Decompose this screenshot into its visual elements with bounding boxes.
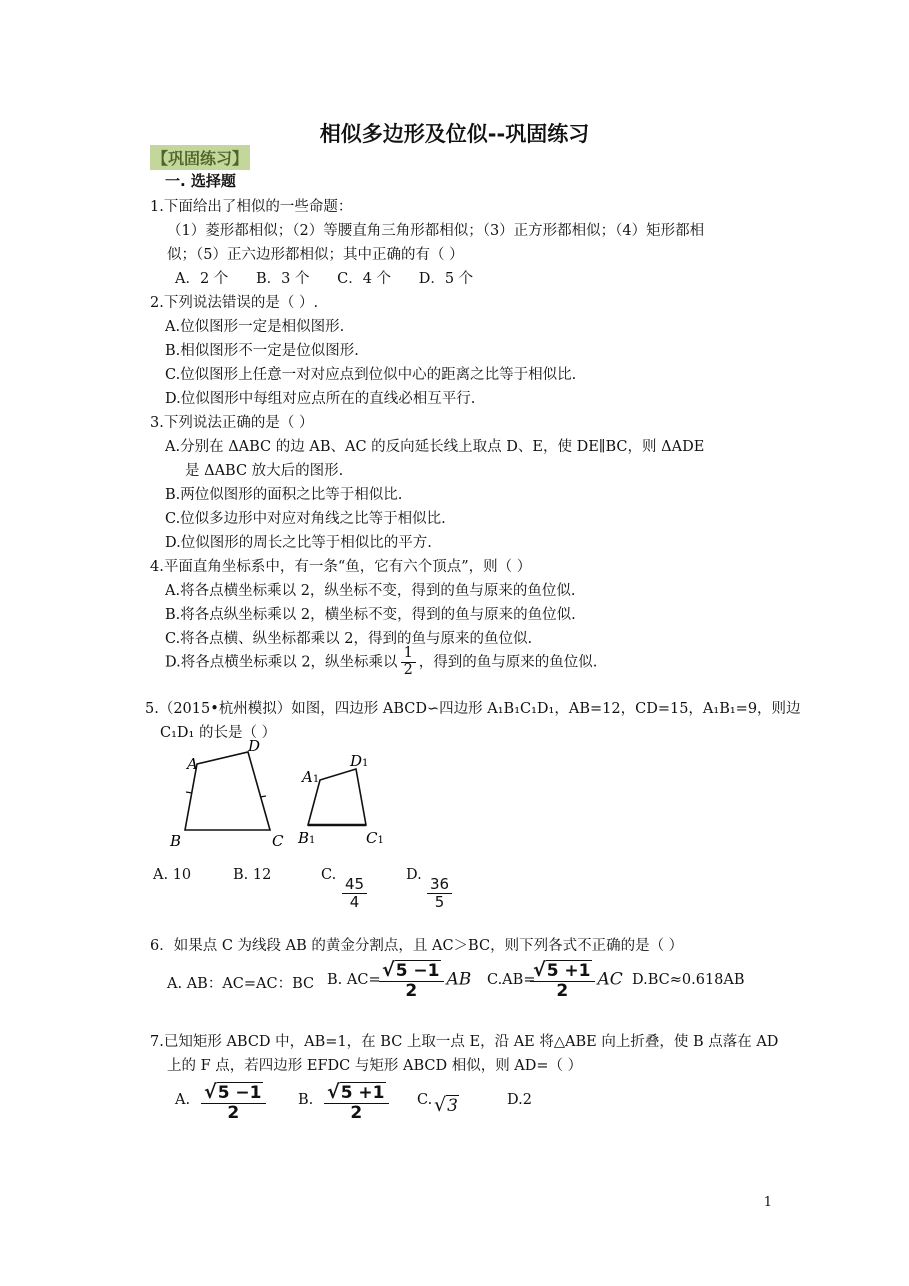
- q6-b-expression: $\frac{√5 -1}{2}$ AB: [376, 960, 471, 1001]
- q5-option-a: A. 10: [153, 867, 192, 883]
- q3-option-a-line1: A.分别在 ΔABC 的边 AB、AC 的反向延长线上取点 D、E，使 DE∥BC，则 ΔADE: [165, 439, 705, 455]
- q5-line1: 5.（2015•杭州模拟）如图，四边形 ABCD∽四边形 A₁B₁C₁D₁，AB=12，CD=15，A₁B₁=9，则边: [145, 701, 801, 717]
- fraction-denominator: 2: [227, 1102, 240, 1123]
- vertex-label-d: D: [248, 737, 261, 755]
- fraction-denominator: 2: [405, 980, 418, 1001]
- q1-options: A．2 个 B．3 个 C．4 个 D．5 个: [175, 271, 474, 287]
- vertex-label-c1: C1: [366, 829, 384, 847]
- q7-option-c: C.: [417, 1092, 433, 1108]
- q2-option-a: A.位似图形一定是相似图形.: [165, 319, 345, 335]
- vertex-label-d1: D1: [350, 752, 369, 770]
- q7-option-d: D.2: [507, 1092, 532, 1108]
- q1-line2: （1）菱形都相似；（2）等腰直角三角形都相似；（3）正方形都相似；（4）矩形都相: [167, 223, 705, 239]
- q4-d-suffix: ，得到的鱼与原来的鱼位似.: [418, 654, 598, 671]
- vertex-label-c: C: [272, 832, 284, 850]
- q4-d-fraction: [401, 646, 416, 679]
- q4-option-a: A.将各点横坐标乘以 2，纵坐标不变，得到的鱼与原来的鱼位似.: [165, 583, 576, 599]
- q2-option-d: D.位似图形中每组对应点所在的直线必相互平行.: [165, 391, 476, 407]
- vertex-label-b: B: [170, 832, 182, 850]
- fraction-denominator: 2: [556, 980, 569, 1001]
- q3-option-a-line2: 是 ΔABC 放大后的图形.: [185, 463, 344, 479]
- q4-stem: 4.平面直角坐标系中，有一条“鱼，它有六个顶点”，则（ ）: [150, 559, 532, 575]
- q2-stem: 2.下列说法错误的是（ ）.: [150, 295, 319, 311]
- q2-option-b: B.相似图形不一定是位似图形.: [165, 343, 359, 359]
- q3-stem: 3.下列说法正确的是（ ）: [150, 415, 314, 431]
- fraction-numerator: 5 −1: [217, 1083, 262, 1103]
- q6-c-variable: AC: [597, 969, 623, 990]
- q4-option-d: [165, 646, 597, 679]
- fraction-numerator: 1: [401, 646, 416, 663]
- fraction-numerator: 5 +1: [546, 961, 591, 981]
- vertex-label-a1: A1: [302, 768, 320, 786]
- q6-c-expression: $\frac{√5 +1}{2}$ AC: [527, 960, 623, 1001]
- q7-c-sqrt: √3: [434, 1094, 458, 1116]
- q5-option-d: D.: [406, 867, 422, 883]
- q3-option-d: D.位似图形的周长之比等于相似比的平方.: [165, 535, 432, 551]
- q7-line1: 7.已知矩形 ABCD 中，AB=1，在 BC 上取一点 E，沿 AE 将△ABE 向上折叠，使 B 点落在 AD: [150, 1034, 779, 1050]
- q6-b-variable: AB: [446, 969, 472, 990]
- q6-option-d: D.BC≈0.618AB: [632, 972, 745, 988]
- q7-option-a: A.: [175, 1092, 191, 1108]
- q1-stem: 1.下面给出了相似的一些命题：: [150, 199, 353, 215]
- q5-figure-quadrilaterals: [160, 735, 400, 850]
- section-tag: 【巩固练习】: [150, 145, 250, 170]
- q4-d-prefix: D.将各点横坐标乘以 2，纵坐标乘以: [165, 654, 398, 671]
- q6-stem: 6．如果点 C 为线段 AB 的黄金分割点，且 AC＞BC，则下列各式不正确的是（ ）: [150, 938, 684, 954]
- q5-option-b: B. 12: [233, 867, 272, 883]
- q7-line2: 上的 F 点，若四边形 EFDC 与矩形 ABCD 相似，则 AD=（ ）: [167, 1058, 583, 1074]
- q7-option-b: B.: [298, 1092, 314, 1108]
- q2-option-c: C.位似图形上任意一对对应点到位似中心的距离之比等于相似比.: [165, 367, 577, 383]
- q5-option-c: C.: [321, 867, 337, 883]
- q3-option-b: B.两位似图形的面积之比等于相似比.: [165, 487, 403, 503]
- page-number: 1: [763, 1195, 772, 1210]
- fraction-numerator: 36: [427, 876, 452, 894]
- vertex-label-a: A: [187, 755, 198, 773]
- q5-line2: C₁D₁ 的长是（ ）: [160, 725, 277, 741]
- fraction-numerator: 45: [342, 876, 367, 894]
- q7-a-fraction: $\frac{√5 -1}{2}$: [198, 1082, 269, 1123]
- fraction-denominator: 5: [434, 892, 445, 911]
- vertex-label-b1: B1: [298, 829, 316, 847]
- q4-option-b: B.将各点纵坐标乘以 2，横坐标不变，得到的鱼与原来的鱼位似.: [165, 607, 576, 623]
- q1-line3: 似；（5）正六边形都相似；其中正确的有（ ）: [167, 247, 464, 263]
- fraction-denominator: 2: [350, 1102, 363, 1123]
- section-heading: 一. 选择题: [165, 172, 236, 190]
- page-title: 相似多边形及位似--巩固练习: [319, 122, 590, 146]
- q4-option-c: C.将各点横、纵坐标都乘以 2，得到的鱼与原来的鱼位似.: [165, 631, 533, 647]
- q3-option-c: C.位似多边形中对应对角线之比等于相似比.: [165, 511, 446, 527]
- fraction-denominator: 4: [349, 892, 360, 911]
- q7-b-fraction: $\frac{√5 +1}{2}$: [321, 1082, 392, 1123]
- fraction-denominator: 2: [403, 661, 413, 678]
- q5-c-fraction: [339, 876, 370, 910]
- fraction-numerator: 5 −1: [395, 961, 440, 981]
- fraction-numerator: 5 +1: [340, 1083, 385, 1103]
- q6-option-b: B. AC=: [327, 972, 381, 988]
- q6-option-a: A. AB：AC=AC：BC: [167, 976, 315, 992]
- q5-d-fraction: [424, 876, 455, 910]
- q6-option-c: C.AB=: [487, 972, 536, 988]
